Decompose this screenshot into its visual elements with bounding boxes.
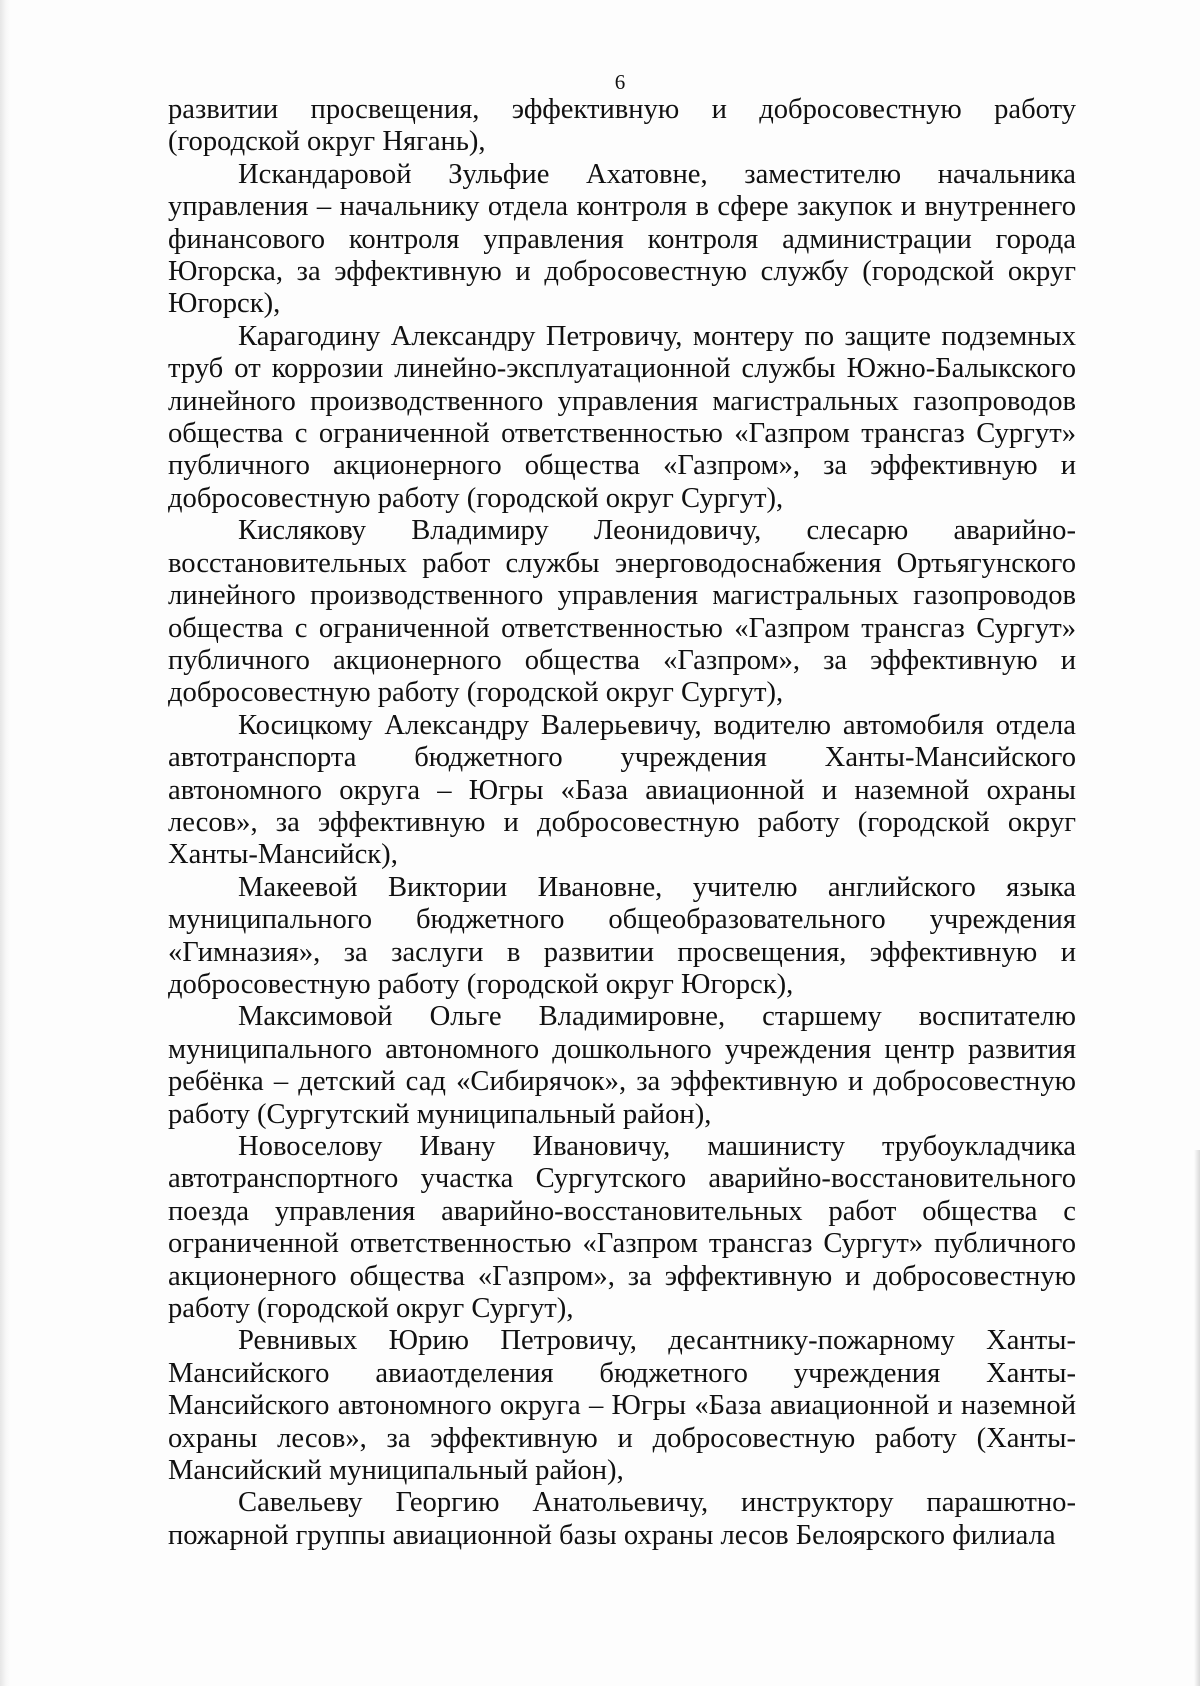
paragraph-continuation: развитии просвещения, эффективную и добросовестную работу (городской округ Нягань), [168,94,1076,158]
document-body [168,94,1076,1552]
paragraph-saveliev: Савельеву Георгию Анатольевичу, инструктору парашютно-пожарной группы авиационной базы охраны лесов Белоярского филиала [168,1487,1076,1551]
scan-edge-shadow-left [0,0,10,1686]
paragraph-maksimova: Максимовой Ольге Владимировне, старшему воспитателю муниципального автономного дошкольного учреждения центр развития ребёнка – детский сад «Сибирячок», за эффективную и добросовестную работу (Сургутский муниципальный район), [168,1001,1076,1130]
paragraph-revnivykh: Ревнивых Юрию Петровичу, десантнику-пожарному Ханты-Мансийского авиаотделения бюджетного учреждения Ханты-Мансийского автономного округа – Югры «База авиационной и наземной охраны лесов», за эффективную и добросовестную работу (Ханты-Мансийский муниципальный район), [168,1325,1076,1487]
paragraph-iskandarova: Искандаровой Зульфие Ахатовне, заместителю начальника управления – начальнику отдела контроля в сфере закупок и внутреннего финансового контроля управления контроля администрации города Югорска, за эффективную и добросовестную службу (городской округ Югорск), [168,158,1076,320]
paragraph-kislyakov: Кислякову Владимиру Леонидовичу, слесарю аварийно-восстановительных работ службы энерговодоснабжения Ортьягунского линейного производственного управления магистральных газопроводов общества с ограниченной ответственностью «Газпром трансгаз Сургут» публичного акционерного общества «Газпром», за эффективную и добросовестную работу (городской округ Сургут), [168,515,1076,709]
paragraph-kositsky: Косицкому Александру Валерьевичу, водителю автомобиля отдела автотранспорта бюджетного учреждения Ханты-Мансийского автономного округа – Югры «База авиационной и наземной охраны лесов», за эффективную и добросовестную работу (городской округ Ханты-Мансийск), [168,709,1076,871]
page-number: 6 [614,70,626,94]
scan-edge-shadow-right [1194,1150,1200,1686]
paragraph-karagodin: Карагодину Александру Петровичу, монтеру по защите подземных труб от коррозии линейно-эксплуатационной службы Южно-Балыкского линейного производственного управления магистральных газопроводов общества с ограниченной ответственностью «Газпром трансгаз Сургут» публичного акционерного общества «Газпром», за эффективную и добросовестную работу (городской округ Сургут), [168,320,1076,514]
paragraph-novoselov: Новоселову Ивану Ивановичу, машинисту трубоукладчика автотранспортного участка Сургутского аварийно-восстановительного поезда управления аварийно-восстановительных работ общества с ограниченной ответственностью «Газпром трансгаз Сургут» публичного акционерного общества «Газпром», за эффективную и добросовестную работу (городской округ Сургут), [168,1131,1076,1325]
paragraph-makeeva: Макеевой Виктории Ивановне, учителю английского языка муниципального бюджетного общеобразовательного учреждения «Гимназия», за заслуги в развитии просвещения, эффективную и добросовестную работу (городской округ Югорск), [168,871,1076,1000]
